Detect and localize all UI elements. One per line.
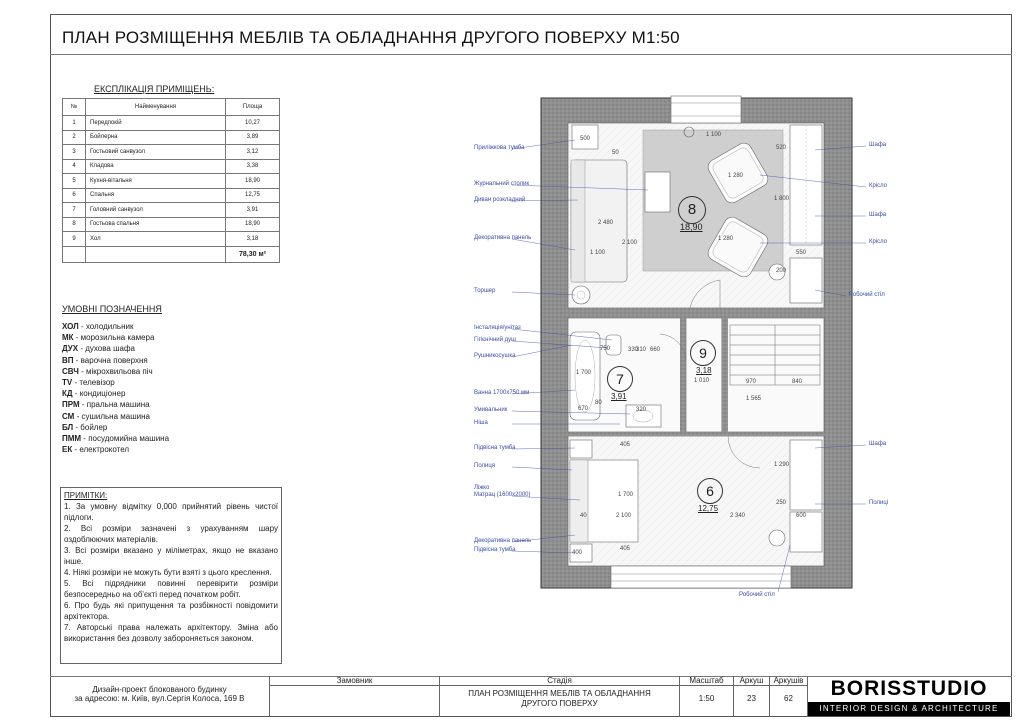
dim-label: 670 [578, 406, 589, 412]
room-8-area: 18,90 [680, 222, 703, 232]
legend-code: КД [62, 389, 73, 399]
dim-label: 405 [620, 546, 631, 552]
legend-code: ДУХ [62, 344, 79, 354]
dim-label: 970 [746, 379, 757, 385]
dim-label: 1 565 [746, 396, 762, 402]
legend-code: СМ [62, 411, 75, 421]
room-7-area: 3,91 [611, 392, 627, 401]
room-8-label: 8 [678, 196, 706, 224]
header-name: Найменування [86, 99, 226, 116]
dim-label: 600 [796, 513, 807, 519]
callout-label: Шафа [869, 212, 887, 218]
stage-value-1: ПЛАН РОЗМІЩЕННЯ МЕБЛІВ ТА ОБЛАДНАННЯ [468, 689, 651, 698]
dim-label: 1 280 [718, 236, 734, 242]
note-item: 2. Всі розміри зазначені з урахуванням шару оздоблюючих матеріалів. [64, 524, 278, 544]
callout-label: Інсталяція/унітаз [474, 325, 521, 331]
project-line-1: Дизайн-проект блокованого будинку [92, 685, 227, 694]
legend-title: УМОВНІ ПОЗНАЧЕННЯ [62, 304, 162, 314]
callout-label: Крісло [869, 239, 888, 245]
sheet-label: Аркуш [734, 676, 769, 686]
callout-label: Робочий стіл [739, 592, 775, 598]
legend-text: - холодильник [78, 322, 134, 331]
cell-num: 8 [63, 217, 86, 232]
dim-label: 1 100 [706, 132, 722, 138]
cell-num: 4 [63, 159, 86, 174]
callout-label: Робочий стіл [849, 292, 885, 298]
cell-num: 7 [63, 203, 86, 218]
legend-code: ЕК [62, 445, 73, 455]
callout-label: Декоративна панель [474, 538, 532, 544]
dim-label: 750 [600, 346, 611, 352]
cell-area: 10,27 [226, 116, 280, 131]
callout-label: Полиця [474, 463, 496, 469]
dim-label: 840 [792, 379, 803, 385]
dim-label: 2 100 [622, 240, 638, 246]
callout-label: Шафа [869, 441, 887, 447]
sheet-value: 23 [747, 694, 756, 703]
legend-text: - духова шафа [78, 344, 135, 354]
sheets-label: Аркушів [770, 676, 807, 686]
dim-label: 550 [796, 250, 807, 256]
note-item: 6. Про будь які припущення та розбіжності повідомити архітектора. [64, 601, 278, 621]
dim-label: 310 [636, 347, 647, 353]
legend-text: - пральна машина [79, 400, 150, 410]
legend-code: TV [62, 378, 73, 388]
stage-cell [440, 676, 680, 717]
callout-label: Ніша [474, 420, 488, 426]
header-number: № [63, 99, 86, 116]
callout-label: Матрац (1600x2000) [474, 492, 531, 498]
room-6-area: 12,75 [698, 504, 719, 513]
stage-value-2: ДРУГОГО ПОВЕРХУ [521, 699, 598, 708]
dim-label: 1 700 [618, 492, 634, 498]
total-area: 78,30 м² [226, 246, 280, 262]
legend-text: - електрокотел [72, 445, 130, 455]
note-item: 3. Всі розміри вказано у міліметрах, якщо не вказано інше. [64, 546, 278, 566]
note-item: 7. Авторські права належать архітектору. Зміна або використання без дозволу забороняється законом. [64, 623, 278, 643]
legend-text: - варочна поверхня [73, 355, 148, 365]
header-area: Площа [226, 99, 280, 116]
dim-label: 520 [776, 145, 787, 151]
cell-name: Гостьова спальня [86, 217, 226, 232]
cell-num: 3 [63, 145, 86, 160]
callout-label: Умивальник [474, 407, 508, 413]
dim-label: 1 100 [590, 250, 606, 256]
dim-label: 405 [620, 442, 631, 448]
cell-area: 3,12 [226, 145, 280, 160]
room-9-area: 3,18 [696, 366, 712, 375]
callout-label: Полиці [869, 500, 889, 506]
dim-label: 80 [595, 400, 602, 406]
studio-logo: BORISSTUDIO [830, 677, 988, 700]
cell-area: 18,90 [226, 174, 280, 189]
callout-label: Декоративна панель [474, 235, 532, 241]
note-item: 4. Ніякі розміри не можуть бути взяті з цього креслення. [64, 568, 272, 577]
cell-name: Передпокій [86, 116, 226, 131]
cell-num: 9 [63, 232, 86, 247]
notes-title: ПРИМІТКИ: [64, 491, 108, 500]
legend-text: - посудомийна машина [81, 434, 170, 444]
cell-name: Бойлерна [86, 130, 226, 145]
sheet-title: ПЛАН РОЗМІЩЕННЯ МЕБЛІВ ТА ОБЛАДНАННЯ ДРУГОГО ПОВЕРХУ М1:50 [62, 28, 680, 47]
cell-num: 6 [63, 188, 86, 203]
callout-label: Шафа [869, 142, 887, 148]
legend-code: ВП [62, 355, 74, 365]
cell-area: 12,75 [226, 188, 280, 203]
dim-label: 200 [776, 268, 787, 274]
cell-area: 3,91 [226, 203, 280, 218]
callout-label: Гігієнічний душ [474, 337, 516, 343]
legend-code: СВЧ [62, 366, 79, 376]
cell-name: Головний санвузол [86, 203, 226, 218]
project-cell [50, 676, 270, 717]
cell-name: Кухня-вітальня [86, 174, 226, 189]
callout-label: Крісло [869, 183, 888, 189]
dim-label: 2 340 [730, 513, 746, 519]
dim-label: 1 800 [774, 196, 790, 202]
cell-name: Кладова [86, 159, 226, 174]
cell-area: 3,18 [226, 232, 280, 247]
cell-area: 18,90 [226, 217, 280, 232]
dim-label: 50 [612, 150, 619, 156]
sheet-cell [734, 676, 770, 717]
cell-name: Спальня [86, 188, 226, 203]
cell-name: Гостьовий санвузол [86, 145, 226, 160]
callout-label: Підвісна тумба [474, 547, 516, 553]
dim-label: 1 290 [774, 462, 790, 468]
scale-cell [680, 676, 734, 717]
dim-label: 40 [580, 513, 587, 519]
sheets-cell [770, 676, 808, 717]
cell-name: Хол [86, 232, 226, 247]
dim-label: 1 010 [694, 378, 710, 384]
cell-area: 3,38 [226, 159, 280, 174]
dim-label: 660 [650, 347, 661, 353]
callout-label: Приліжкова тумба [474, 145, 525, 151]
cell-num: 2 [63, 130, 86, 145]
callout-label: Рушникосушка [474, 353, 516, 359]
stage-label: Стадія [440, 676, 679, 686]
scale-label: Масштаб [680, 676, 733, 686]
dim-label: 500 [580, 136, 591, 142]
legend-text: - морозильна камера [73, 333, 155, 343]
dim-label: 400 [572, 550, 583, 556]
legend-code: БЛ [62, 422, 74, 432]
legend-text: - сушильна машина [74, 411, 150, 421]
room-6-label: 6 [697, 478, 723, 504]
sheets-value: 62 [784, 694, 793, 703]
dim-label: 1 280 [728, 173, 744, 179]
legend-text: - кондиціонер [72, 389, 126, 399]
dim-label: 330 [628, 347, 639, 353]
dim-label: 2 480 [598, 220, 614, 226]
scale-value: 1:50 [698, 694, 715, 703]
cell-num: 1 [63, 116, 86, 131]
project-line-2: за адресою: м. Київ, вул.Сергія Колоса, 169 В [74, 694, 245, 703]
cell-num: 5 [63, 174, 86, 189]
cell-area: 3,89 [226, 130, 280, 145]
callout-label: Підвісна тумба [474, 445, 516, 451]
callout-label: Торшер [474, 288, 496, 294]
legend-code: ПММ [62, 434, 82, 444]
note-item: 1. За умовну відмітку 0,000 прийнятий рівень чистої підлоги. [64, 502, 278, 522]
client-label: Замовник [270, 676, 439, 686]
callout-label: Ванна 1700x750 мм [474, 390, 530, 396]
callout-label: Ліжко [474, 485, 490, 491]
room-7-label: 7 [607, 366, 633, 392]
legend-code: МК [62, 333, 74, 343]
dim-label: 320 [636, 407, 647, 413]
legend-text: - телевізор [72, 378, 115, 388]
client-cell [270, 676, 440, 717]
legend-text: - бойлер [73, 422, 108, 432]
dim-label: 2 100 [616, 513, 632, 519]
dim-label: 1 700 [576, 370, 592, 376]
dim-label: 250 [776, 500, 787, 506]
explication-title: ЕКСПЛІКАЦІЯ ПРИМІЩЕНЬ: [94, 84, 215, 94]
callout-label: Диван розкладний [474, 197, 526, 203]
legend-text: - мікрохвильова піч [78, 366, 153, 376]
note-item: 5. Всі підрядники повинні перевірити розміри безпосередньо на об'єкті перед початком робіт. [64, 579, 278, 599]
legend-code: ПРМ [62, 400, 80, 410]
room-9-label: 9 [690, 340, 716, 366]
legend-code: ХОЛ [62, 322, 79, 331]
studio-logo-subtitle: INTERIOR DESIGN & ARCHITECTURE [808, 702, 1010, 716]
callout-label: Журнальний столик [474, 181, 530, 187]
